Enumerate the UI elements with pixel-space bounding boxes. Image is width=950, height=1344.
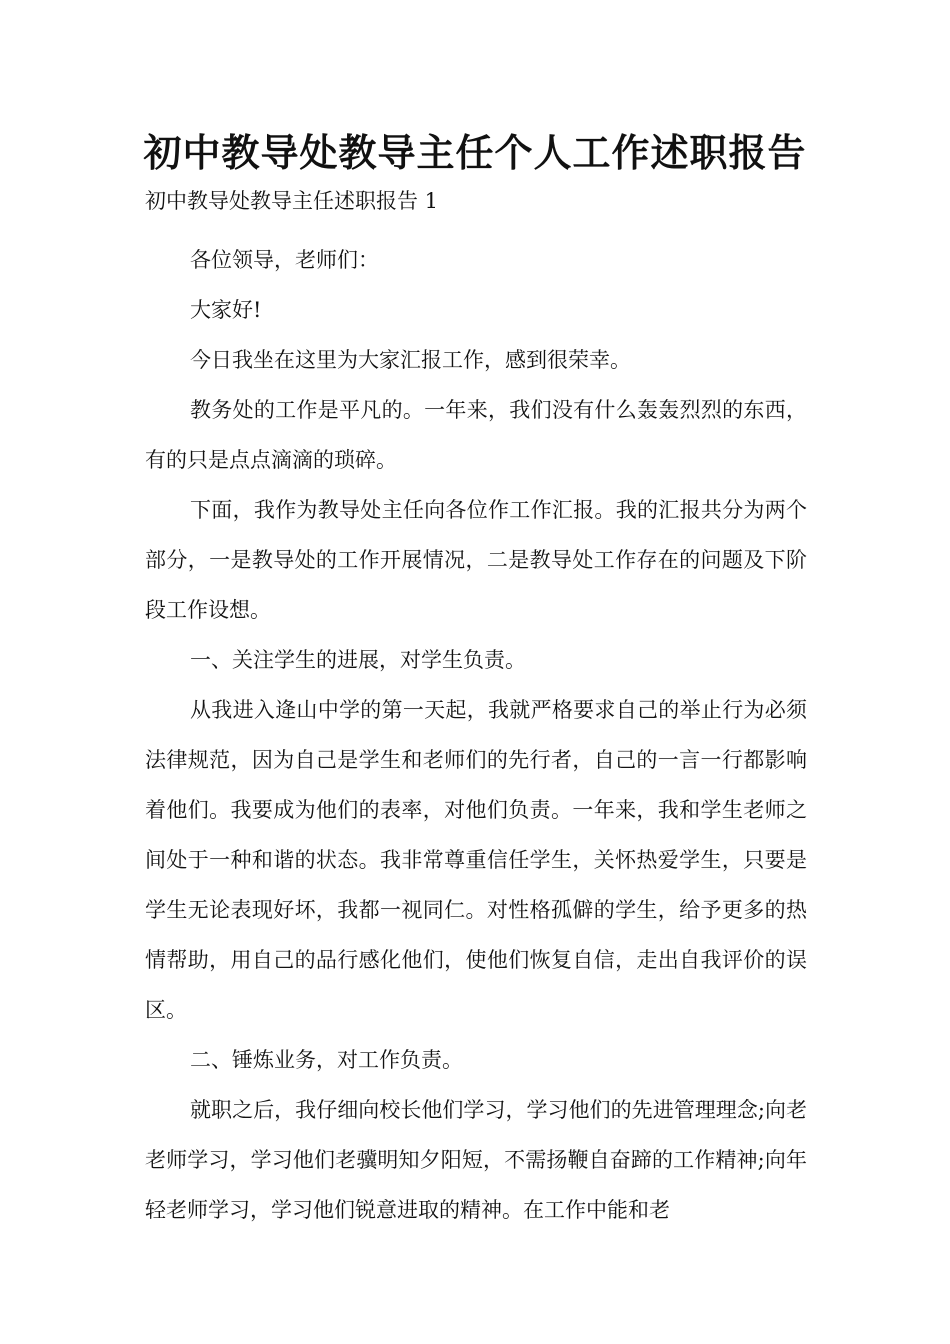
paragraph-intro: 今日我坐在这里为大家汇报工作，感到很荣幸。 xyxy=(190,348,631,372)
document-subtitle: 初中教导处教导主任述职报告 1 xyxy=(145,189,439,213)
section-heading-2: 二、锤炼业务，对工作负责。 xyxy=(190,1048,463,1072)
paragraph-greeting: 各位领导，老师们： xyxy=(190,248,379,272)
paragraph-hello: 大家好! xyxy=(190,298,262,322)
section-heading-1: 一、关注学生的进展，对学生负责。 xyxy=(190,648,526,672)
document-body xyxy=(145,235,807,1235)
paragraph-outline: 下面，我作为教导处主任向各位作工作汇报。我的汇报共分为两个部分，一是教导处的工作开展情况，二是教导处工作存在的问题及下阶段工作设想。 xyxy=(145,498,807,622)
paragraph-section-2: 就职之后，我仔细向校长他们学习，学习他们的先进管理理念;向老老师学习，学习他们老骥明知夕阳短，不需扬鞭自奋蹄的工作精神;向年轻老师学习，学习他们锐意进取的精神。在工作中能和老 xyxy=(145,1098,807,1222)
document-title: 初中教导处教导主任个人工作述职报告 xyxy=(143,130,807,175)
paragraph-overview: 教务处的工作是平凡的。一年来，我们没有什么轰轰烈烈的东西，有的只是点点滴滴的琐碎。 xyxy=(145,398,807,472)
paragraph-section-1: 从我进入逄山中学的第一天起，我就严格要求自己的举止行为必须法律规范，因为自己是学生和老师们的先行者，自己的一言一行都影响着他们。我要成为他们的表率，对他们负责。一年来，我和学生老师之间处于一种和谐的状态。我非常尊重信任学生，关怀热爱学生，只要是学生无论表现好坏，我都一视同仁。对性格孤僻的学生，给予更多的热情帮助，用自己的品行感化他们，使他们恢复自信，走出自我评价的误区。 xyxy=(145,698,807,1022)
